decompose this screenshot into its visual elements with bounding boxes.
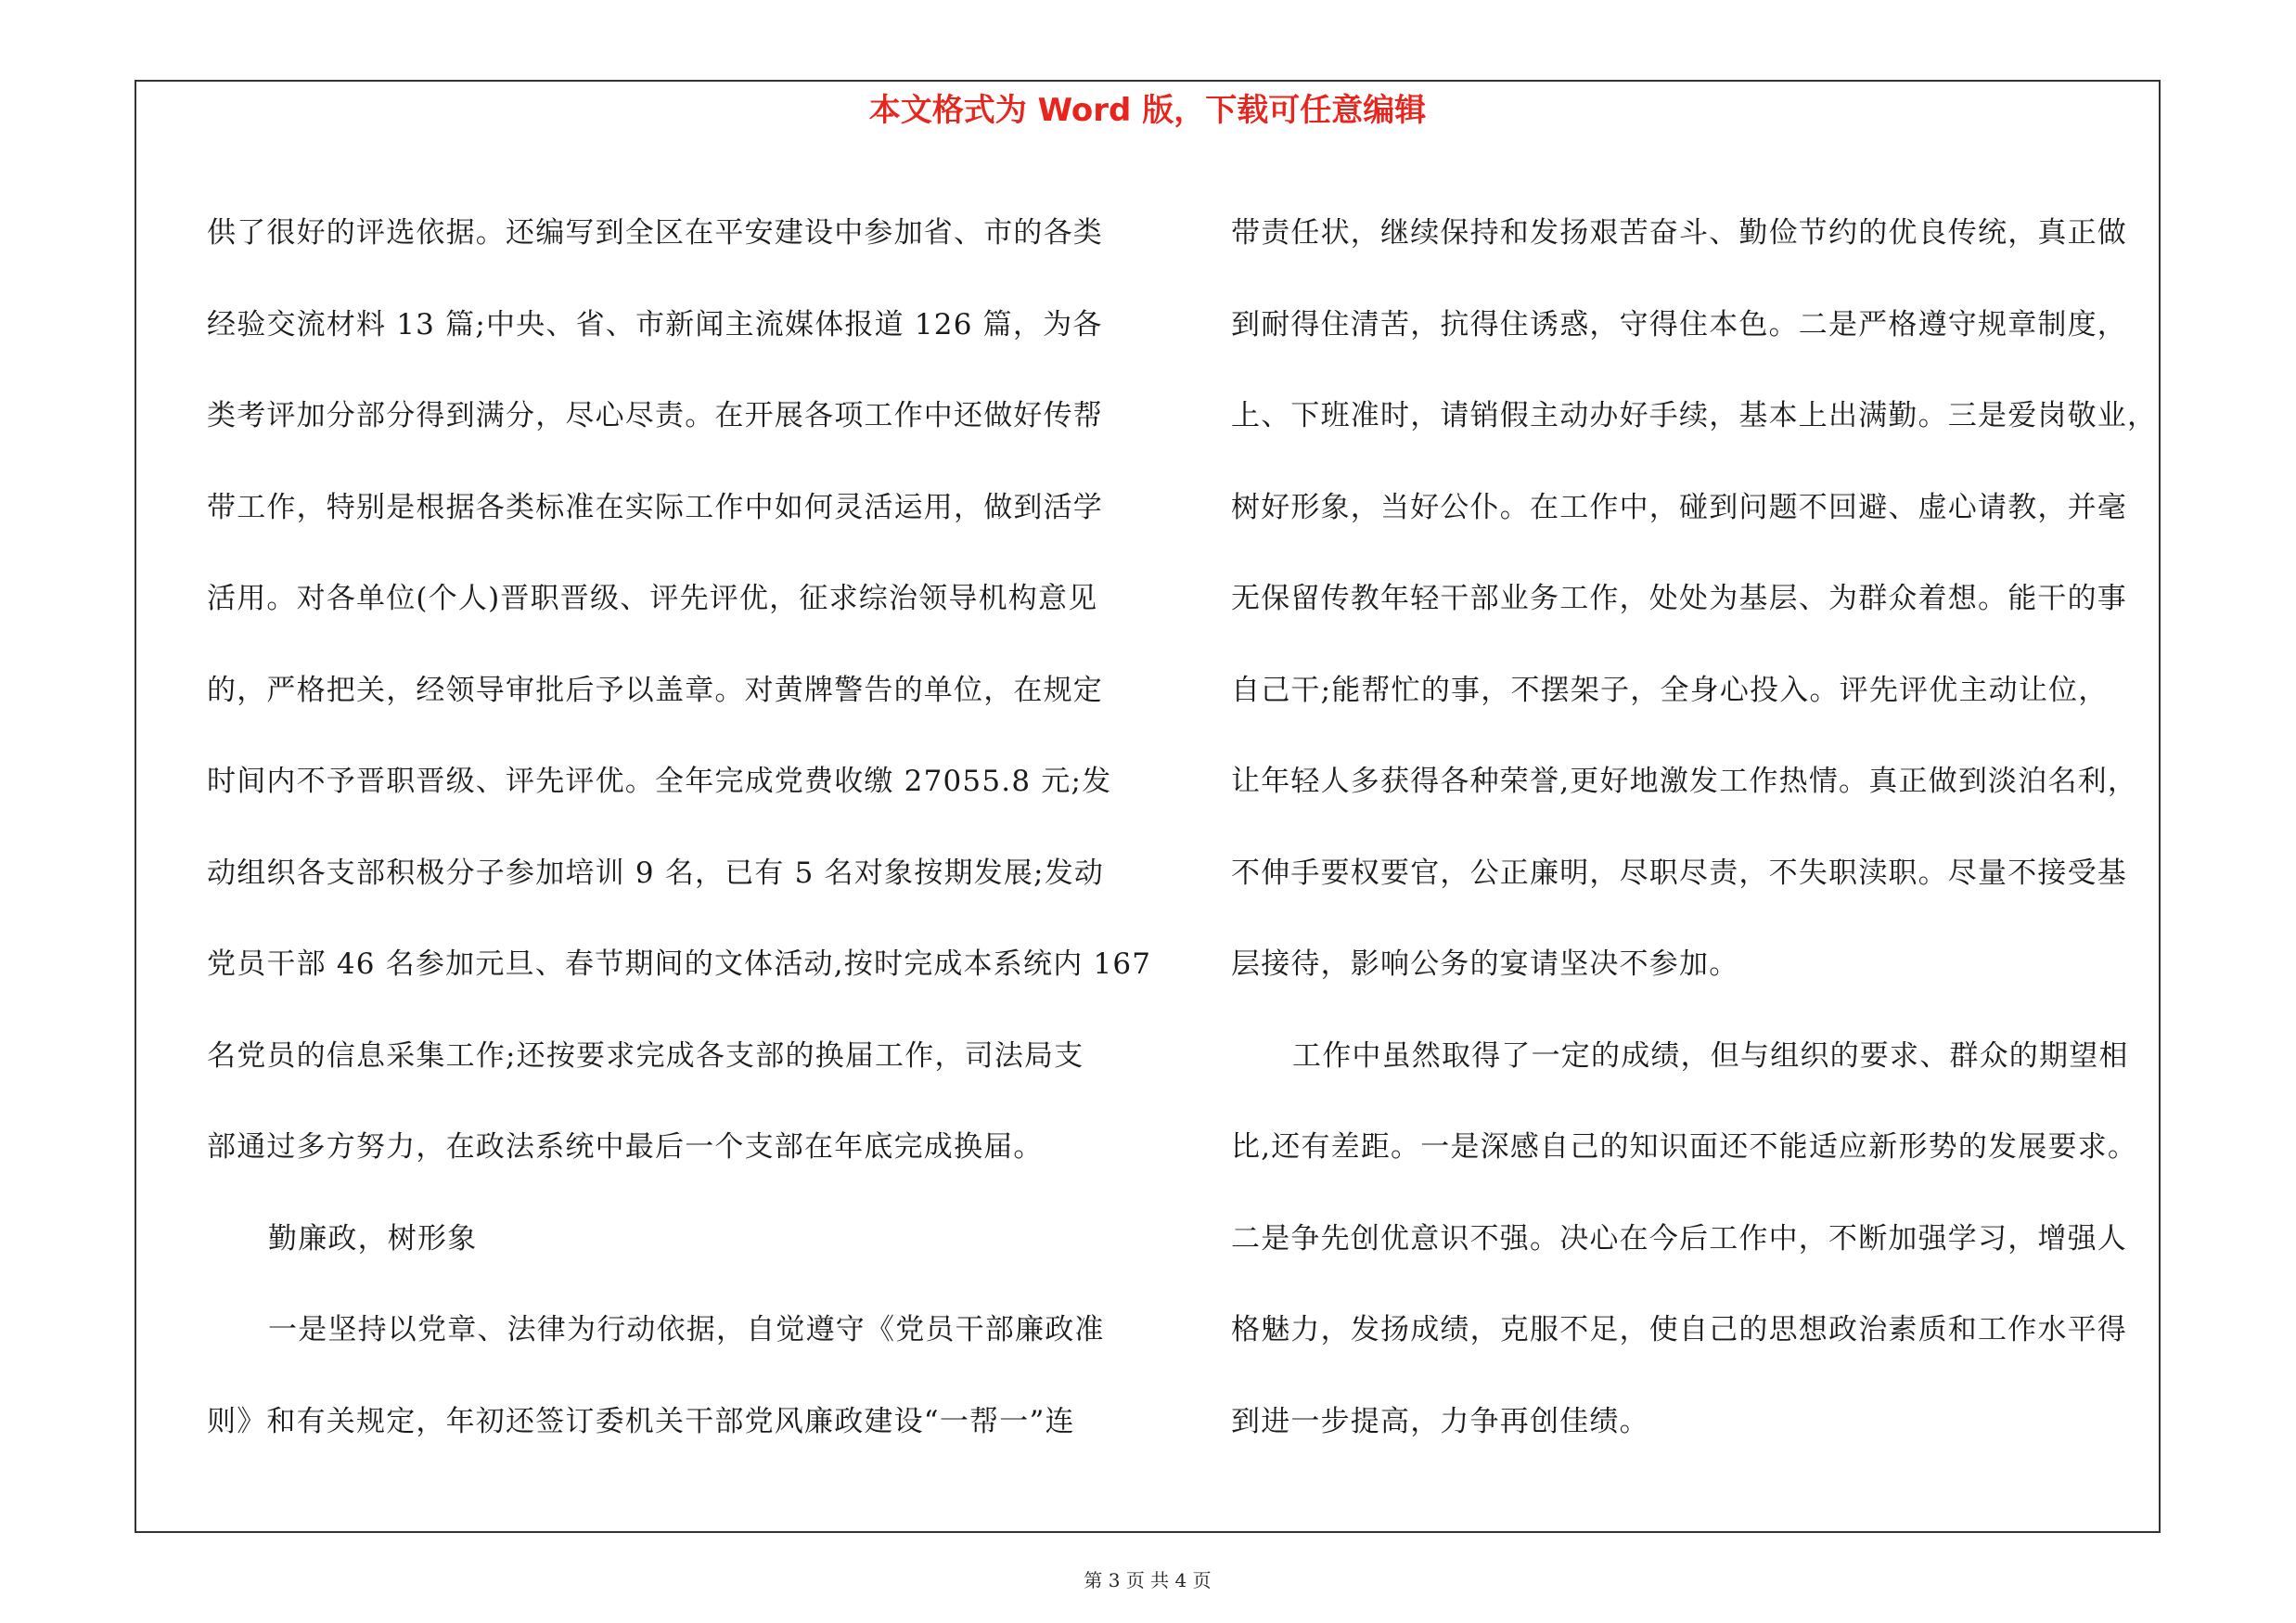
text-line: 无保留传教年轻干部业务工作，处处为基层、为群众着想。能干的事 [1231,582,2127,615]
text-line: 到进一步提高，力争再创佳绩。 [1231,1404,1649,1438]
text-line: 时间内不予晋职晋级、评先评优。全年完成党费收缴 27055.8 元;发 [207,765,1112,798]
text-line: 到耐得住清苦，抗得住诱惑，守得住本色。二是严格遵守规章制度， [1231,307,2127,341]
text-line: 二是争先创优意识不强。决心在今后工作中，不断加强学习，增强人 [1231,1221,2127,1256]
text-line: 则》和有关规定，年初还签订委机关干部党风廉政建设“一帮一”连 [207,1404,1075,1438]
right-text-column [1231,187,2187,1467]
left-text-column [207,187,1152,1467]
text-line: 带工作，特别是根据各类标准在实际工作中如何灵活运用，做到活学 [207,490,1103,524]
section-heading: 勤廉政，树形象 [268,1221,478,1256]
page-frame [135,80,2161,1591]
text-line: 自己干;能帮忙的事，不摆架子，全身心投入。评先评优主动让位， [1231,673,2109,707]
text-line: 上、下班准时，请销假主动办好手续，基本上出满勤。三是爱岗敬业， [1231,399,2158,432]
text-line: 的，严格把关，经领导审批后予以盖章。对黄牌警告的单位，在规定 [207,673,1103,707]
text-line: 树好形象，当好公仆。在工作中，碰到问题不回避、虚心请教，并毫 [1231,490,2127,524]
text-line: 比,还有差距。一是深感自己的知识面还不能适应新形势的发展要求。 [1231,1130,2138,1164]
text-line: 层接待，影响公务的宴请坚决不参加。 [1231,947,1739,981]
text-line: 带责任状，继续保持和发扬艰苦奋斗、勤俭节约的优良传统，真正做 [1231,216,2127,250]
text-line: 供了很好的评选依据。还编写到全区在平安建设中参加省、市的各类 [207,216,1103,250]
text-line: 党员干部 46 名参加元旦、春节期间的文体活动,按时完成本系统内 167 [207,947,1152,981]
text-line: 经验交流材料 13 篇;中央、省、市新闻主流媒体报道 126 篇，为各 [207,307,1103,341]
format-banner: 本文格式为 Word 版，下载可任意编辑 [868,92,1427,129]
text-line: 部通过多方努力，在政法系统中最后一个支部在年底完成换届。 [207,1130,1044,1164]
text-line: 让年轻人多获得各种荣誉,更好地激发工作热情。真正做到淡泊名利， [1231,765,2138,798]
text-line: 活用。对各单位(个人)晋职晋级、评先评优，征求综治领导机构意见 [207,582,1098,615]
text-line: 类考评加分部分得到满分，尽心尽责。在开展各项工作中还做好传帮 [207,399,1103,432]
text-line: 工作中虽然取得了一定的成绩，但与组织的要求、群众的期望相 [1292,1038,2129,1073]
text-line: 一是坚持以党章、法律为行动依据，自觉遵守《党员干部廉政准 [268,1313,1105,1346]
text-line: 名党员的信息采集工作;还按要求完成各支部的换届工作，司法局支 [207,1038,1084,1073]
text-line: 动组织各支部积极分子参加培训 9 名，已有 5 名对象按期发展;发动 [207,856,1105,890]
page-number: 第 3 页 共 4 页 [1084,1569,1212,1591]
text-line: 不伸手要权要官，公正廉明，尽职尽责，不失职渎职。尽量不接受基 [1231,856,2127,890]
text-line: 格魅力，发扬成绩，克服不足，使自己的思想政治素质和工作水平得 [1231,1313,2127,1346]
